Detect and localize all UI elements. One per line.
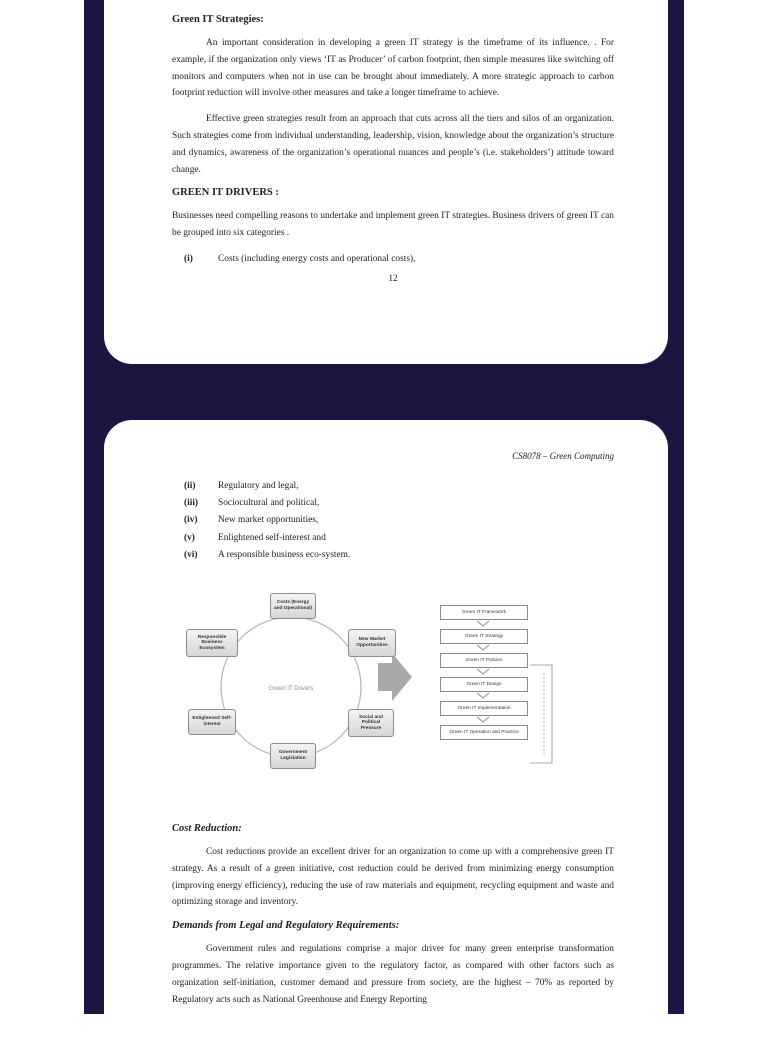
paragraph: Effective green strategies result from an approach that cuts across all the tiers and silos of an organization. Such strategies come from individual understanding, leadership, vision, knowledge about the organization’s structure and dynamics, awareness of the organization’s operational nuances and people’s (i.e. stakeholders’) attitude toward change. xyxy=(172,114,614,175)
paragraph: Businesses need compelling reasons to undertake and implement green IT strategies. Business drivers of green IT can be grouped into six categories . xyxy=(172,211,614,239)
paragraph: Government rules and regulations comprise a major driver for many green enterprise transformation programmes. The relative importance given to the regulatory factor, as compared with other factors such as organization self-initiation, customer demand and pressure from society, are the highest – 70% as reported by Regulatory acts such as National Greenhouse and Energy Reporting xyxy=(172,944,614,1005)
paragraph: An important consideration in developing a green IT strategy is the timeframe of its influence. . For example, if the organization only views ‘IT as Producer’ of carbon footprint, then simple measures like switching off monitors and computers when not in use can be brought about immediately. A more strategic approach to carbon footprint reduction will involve other measures and take a longer timeframe to achieve. xyxy=(172,38,614,99)
node-social-political: Social and Political Pressure xyxy=(348,709,394,737)
flow-arrow-icon xyxy=(378,653,412,701)
list-item-text: A responsible business eco-system. xyxy=(218,549,351,560)
step-implementation: Green IT Implementation xyxy=(440,701,528,716)
list-item-text: Costs (including energy costs and operational costs), xyxy=(218,253,416,264)
green-it-drivers-diagram xyxy=(160,587,580,805)
node-government: Government Legislation xyxy=(270,743,316,769)
diagram-center-label: Green IT Drivers xyxy=(268,686,314,693)
list-item-number: (iii) xyxy=(184,498,199,509)
node-new-market: New Market Opportunities xyxy=(348,629,396,657)
heading-legal-regulatory: Demands from Legal and Regulatory Requirements: xyxy=(172,920,400,932)
heading-green-it-strategies: Green IT Strategies: xyxy=(172,14,264,25)
step-design: Green IT Design xyxy=(440,677,528,692)
heading-cost-reduction: Cost Reduction: xyxy=(172,823,242,835)
list-item-number: (v) xyxy=(184,532,195,543)
drivers-list xyxy=(172,478,614,564)
node-costs: Costs (Energy and Operational) xyxy=(270,593,316,619)
step-operation: Green IT Operation and Practice xyxy=(440,725,528,740)
list-item xyxy=(172,512,614,529)
list-item-text: Enlightened self-interest and xyxy=(218,532,326,543)
list-item-number: (i) xyxy=(184,253,193,264)
node-enlightened: Enlightened Self-interest xyxy=(188,709,236,735)
node-responsible: Responsible Business Ecosystem xyxy=(186,629,238,657)
heading-green-it-drivers: GREEN IT DRIVERS : xyxy=(172,187,279,199)
list-item xyxy=(172,478,614,495)
list-item-number: (vi) xyxy=(184,549,198,560)
list-item xyxy=(172,251,614,268)
step-policies: Green IT Policies xyxy=(440,653,528,668)
list-item-number: (ii) xyxy=(184,481,196,491)
list-item xyxy=(172,495,614,512)
running-header: CS8078 – Green Computing xyxy=(512,451,614,461)
page-number: 12 xyxy=(388,274,398,285)
list-item-text: Regulatory and legal, xyxy=(218,481,299,491)
list-item xyxy=(172,547,614,564)
list-item-number: (iv) xyxy=(184,515,198,526)
step-framework: Green IT Framework xyxy=(440,605,528,620)
list-item-text: Sociocultural and political, xyxy=(218,498,320,509)
document-page-12 xyxy=(104,0,668,364)
list-item-text: New market opportunities, xyxy=(218,515,319,526)
paragraph: Cost reductions provide an excellent driver for an organization to come up with a comprehensive green IT strategy. As a result of a green initiative, cost reduction could be derived from minimizing energy consumption (improving energy efficiency), reducing the use of raw materials and equipment, recycling equipment and waste and optimizing storage and inventory. xyxy=(172,847,614,908)
drivers-list xyxy=(172,251,614,268)
document-page-13 xyxy=(104,420,668,1050)
step-strategy: Green IT Strategy xyxy=(440,629,528,644)
list-item xyxy=(172,530,614,547)
bracket-line xyxy=(530,665,552,763)
